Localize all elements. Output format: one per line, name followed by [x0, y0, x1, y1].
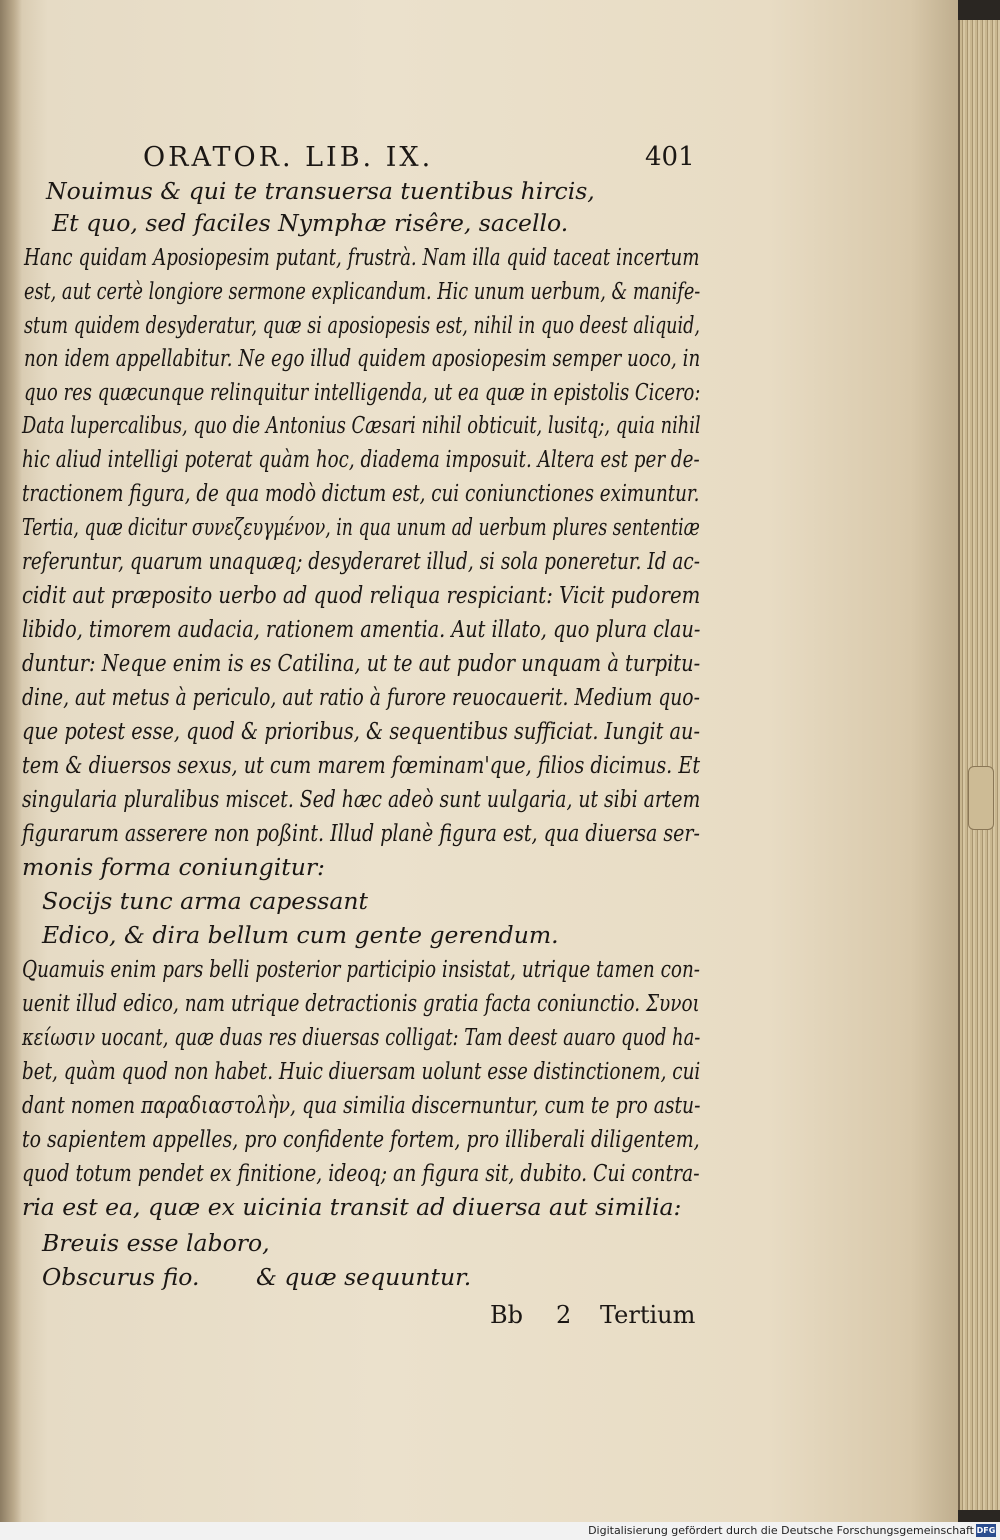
verse-line: Edico, & dira bellum cum gente gerendum. — [42, 921, 559, 949]
text-line: non idem appellabitur. Ne ego illud quidem aposiopesim semper uoco, in — [24, 344, 701, 372]
text-line: Nouimus & qui te transuersa tuentibus hircis, — [46, 177, 595, 205]
text-line: referuntur, quarum unaquæq; desyderaret illud, si sola poneretur. Id ac- — [22, 547, 700, 575]
signature-mark: Bb — [490, 1301, 523, 1329]
text-line: Data lupercalibus, quo die Antonius Cæsari nihil obticuit, lusitq;, quia nihil — [22, 411, 701, 439]
text-line: Hanc quidam Aposiopesim putant, frustrà. Nam illa quid taceat incertum — [24, 243, 700, 271]
book-fore-edge — [958, 20, 1000, 1510]
text-line: hic aliud intelligi poterat quàm hoc, diadema imposuit. Altera est per de- — [22, 445, 700, 473]
sequuntur-note: & quæ sequuntur. — [256, 1263, 472, 1291]
text-line: que potest esse, quod & prioribus, & sequentibus sufficiat. Iungit au- — [22, 717, 701, 745]
dfg-logo: DFG — [976, 1526, 996, 1535]
page-gutter-shadow — [0, 0, 22, 1522]
catchword: Tertium — [600, 1301, 696, 1329]
text-line: to sapientem appelles, pro confidente fortem, pro illiberali diligentem, — [22, 1125, 700, 1153]
text-line: quo res quæcunque relinquitur intelligenda, ut ea quæ in epistolis Cicero: — [24, 378, 701, 406]
text-line: dant nomen παραδιαστολὴν, qua similia discernuntur, cum te pro astu- — [22, 1091, 701, 1119]
text-line: tractionem figura, de qua modò dictum est, cui coniunctiones eximuntur. — [22, 479, 700, 507]
verse-line: Obscurus fio. — [42, 1263, 200, 1291]
running-head: ORATOR. LIB. IX. — [143, 142, 434, 173]
text-line: figurarum asserere non poßint. Illud planè figura est, qua diuersa ser- — [22, 819, 700, 847]
text-line: tem & diuersos sexus, ut cum marem fœminam'que, filios dicimus. Et — [22, 751, 701, 779]
text-line: quod totum pendet ex finitione, ideoq; an figura sit, dubito. Cui contra- — [22, 1159, 700, 1187]
text-line: dine, aut metus à periculo, aut ratio à furore reuocauerit. Medium quo- — [22, 683, 700, 711]
text-line: cidit aut præposito uerbo ad quod reliqua respiciant: Vicit pudorem — [22, 581, 701, 609]
text-line: singularia pluralibus miscet. Sed hæc adeò sunt uulgaria, ut sibi artem — [22, 785, 701, 813]
text-line: Et quo, sed faciles Nymphæ risêre, sacello. — [52, 209, 569, 237]
text-line: est, aut certè longiore sermone explicandum. Hic unum uerbum, & manife- — [24, 277, 701, 305]
text-line: bet, quàm quod non habet. Huic diuersam uolunt esse distinctionem, cui — [22, 1057, 701, 1085]
text-line: Tertia, quæ dicitur συνεζευγμένον, in qua unum ad uerbum plures sententiæ — [22, 513, 700, 541]
verse-line: Breuis esse laboro, — [42, 1229, 270, 1257]
text-line: κείωσιν uocant, quæ duas res diuersas colligat: Tam deest auaro quod ha- — [22, 1023, 701, 1051]
text-line: monis forma coniungitur: — [22, 853, 325, 881]
text-line: Quamuis enim pars belli posterior participio insistat, utrique tamen con- — [22, 955, 701, 983]
text-line: uenit illud edico, nam utrique detractionis gratia facta coniunctio. Συνοι — [22, 989, 700, 1017]
text-line: libido, timorem audacia, rationem amentia. Aut illato, quo plura clau- — [22, 615, 701, 643]
text-line: ria est ea, quæ ex uicinia transit ad diuersa aut similia: — [22, 1193, 682, 1221]
text-line: duntur: Neque enim is es Catilina, ut te aut pudor unquam à turpitu- — [22, 649, 701, 677]
text-line: stum quidem desyderatur, quæ si aposiopesis est, nihil in quo deest aliquid, — [24, 311, 700, 339]
verse-line: Socijs tunc arma capessant — [42, 887, 368, 915]
footer-credit: Digitalisierung gefördert durch die Deutsche Forschungsgemeinschaft — [588, 1524, 974, 1537]
page-tab-marker — [968, 766, 994, 830]
folio-number: 401 — [645, 142, 695, 172]
signature-number: 2 — [556, 1301, 572, 1329]
